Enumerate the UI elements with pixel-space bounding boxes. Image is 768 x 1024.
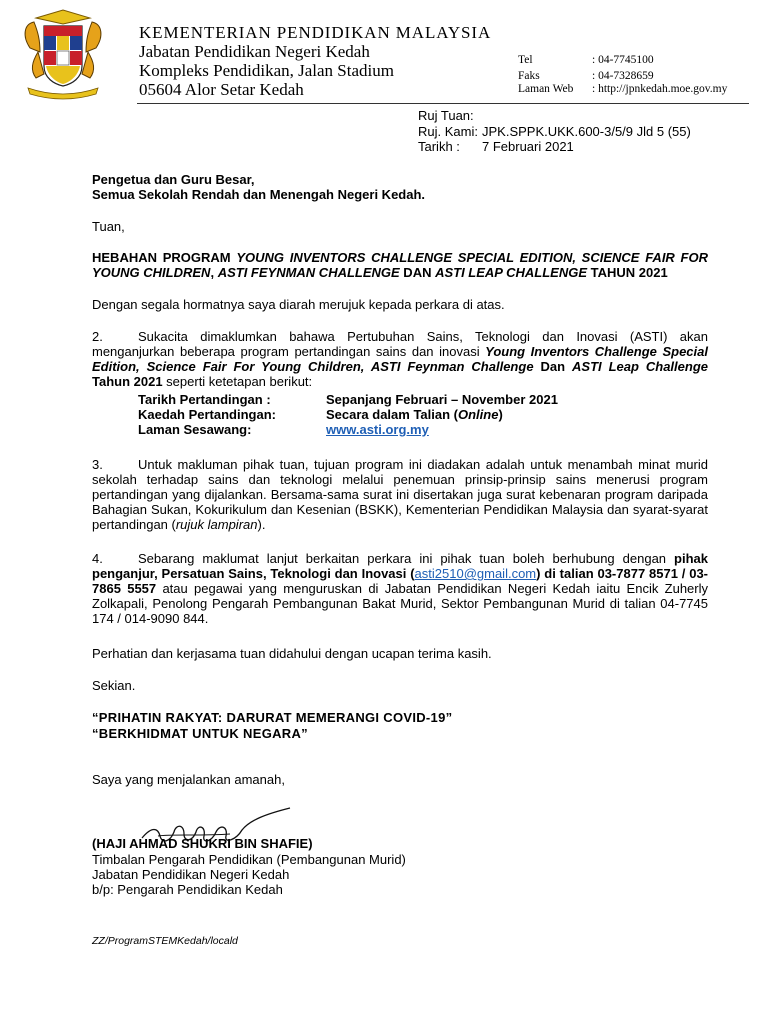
signatory-title-1: Timbalan Pengarah Pendidikan (Pembangunan Murid) <box>92 852 406 867</box>
details-value-part: Secara dalam Talian ( <box>326 407 458 422</box>
paragraph-bold: Tahun 2021 <box>92 374 163 389</box>
subject-italic: ASTI FEYNMAN CHALLENGE <box>217 265 400 280</box>
details-value <box>326 407 503 422</box>
subject-italic: ASTI LEAP CHALLENGE <box>435 265 587 280</box>
slogan-1: “PRIHATIN RAKYAT: DARURAT MEMERANGI COVID-19” <box>92 710 453 725</box>
paragraph-bold: pihak penganjur, Persatuan Sains, Teknologi dan Inovasi ( <box>92 551 708 581</box>
tarikh-label: Tarikh : <box>418 139 460 154</box>
address-line-1: Kompleks Pendidikan, Jalan Stadium <box>139 61 394 80</box>
contact-fax-value: : 04-7328659 <box>592 70 654 82</box>
subject-part: HEBAHAN PROGRAM <box>92 250 237 265</box>
paragraph-text: Sebarang maklumat lanjut berkaitan perkara ini pihak tuan boleh berhubung dengan <box>138 551 675 566</box>
paragraph-italic: rujuk lampiran <box>175 517 258 532</box>
paragraph-number: 4. <box>92 551 103 566</box>
paragraph-bold: Dan <box>533 359 573 374</box>
paragraph-text: Untuk makluman pihak tuan, tujuan program ini diadakan adalah untuk menambah minat murid sekolah terhadap sains dan teknologi melalui penemuan prinsip-prinsip sains menerusi program pertandingan yang dijalankan. Bersama-sama surat ini disertakan juga surat kebenaran program daripada Bahagian Sukan, Kokurikulum dan Kesenian (BSKK), Kementerian Pendidikan Malaysia dan syarat-syarat pertandingan ( <box>92 457 708 532</box>
recipient-line-2: Semua Sekolah Rendah dan Menengah Negeri Kedah. <box>92 187 426 202</box>
details-value-part: ) <box>498 407 503 422</box>
program-name-leap: ASTI Leap Challenge <box>572 359 708 374</box>
paragraph-text: Sukacita dimaklumkan bahawa Pertubuhan Sains, Teknologi dan Inovasi (ASTI) akan menganjurkan beberapa program pertandingan sains dan inovasi <box>92 329 708 359</box>
subject-heading <box>92 250 708 280</box>
website-link[interactable]: www.asti.org.my <box>326 422 429 437</box>
email-link[interactable]: asti2510@gmail.com <box>414 566 537 581</box>
details-row-website <box>92 422 708 437</box>
contact-tel-value: : 04-7745100 <box>592 54 654 66</box>
paragraph-number: 3. <box>92 457 103 472</box>
coat-of-arms-logo <box>16 8 110 100</box>
letterhead-divider <box>137 103 749 104</box>
paragraph-text: atau pegawai yang menguruskan di Jabatan Pendidikan Negeri Kedah iaitu Encik Zuherly Zolkapali, Penolong Pengarah Pembangunan Bakat Murid, Sektor Pembangunan Murid di talian 04-7745 174 / 014-9090 844. <box>92 581 708 626</box>
program-names: Young Inventors Challenge Special Edition, Science Fair For Young Children, ASTI Feynman Challenge <box>92 344 708 374</box>
details-row-date <box>92 392 708 407</box>
details-row-method <box>92 407 708 422</box>
intro-paragraph: Dengan segala hormatnya saya diarah merujuk kepada perkara di atas. <box>92 297 505 312</box>
department-name: Jabatan Pendidikan Negeri Kedah <box>139 42 370 61</box>
subject-italic: YOUNG INVENTORS CHALLENGE SPECIAL EDITION, SCIENCE FAIR FOR YOUNG CHILDREN <box>92 250 708 280</box>
paragraph-2 <box>92 329 708 389</box>
signatory-name: (HAJI AHMAD SHUKRI BIN SHAFIE) <box>92 836 313 851</box>
sekian: Sekian. <box>92 678 136 693</box>
ruj-kami <box>418 124 691 139</box>
paragraph-4 <box>92 551 708 626</box>
details-label: Laman Sesawang: <box>138 422 252 437</box>
paragraph-text: seperti ketetapan berikut: <box>162 374 313 389</box>
address-line-2: 05604 Alor Setar Kedah <box>139 80 304 99</box>
ruj-tuan: Ruj Tuan: <box>418 108 474 123</box>
contact-tel <box>518 52 654 69</box>
amanah-line: Saya yang menjalankan amanah, <box>92 772 285 787</box>
signatory-title-2: Jabatan Pendidikan Negeri Kedah <box>92 867 290 882</box>
contact-web-label: Laman Web <box>518 83 574 95</box>
closing-line: Perhatian dan kerjasama tuan didahului dengan ucapan terima kasih. <box>92 646 492 661</box>
contact-web-value: : http://jpnkedah.moe.gov.my <box>592 83 728 95</box>
ruj-kami-value: JPK.SPPK.UKK.600-3/5/9 Jld 5 (55) <box>482 124 691 139</box>
details-value-italic: Online <box>458 407 499 422</box>
subject-part: TAHUN 2021 <box>587 265 668 280</box>
slogan-2: “BERKHIDMAT UNTUK NEGARA” <box>92 726 308 741</box>
paragraph-3 <box>92 457 708 532</box>
contact-web <box>518 81 728 98</box>
paragraph-bold: ) di talian 03-7877 8571 / 03-7865 5557 <box>92 566 708 596</box>
paragraph-text: ). <box>257 517 266 532</box>
details-value: Sepanjang Februari – November 2021 <box>326 392 558 407</box>
tarikh-value: 7 Februari 2021 <box>482 139 574 154</box>
salutation: Tuan, <box>92 219 125 234</box>
subject-part: DAN <box>399 265 436 280</box>
tarikh <box>418 139 574 154</box>
competition-details <box>92 392 708 437</box>
details-label: Kaedah Pertandingan: <box>138 407 276 422</box>
details-label: Tarikh Pertandingan : <box>138 392 271 407</box>
ministry-name: KEMENTERIAN PENDIDIKAN MALAYSIA <box>139 23 492 42</box>
recipient-line-1: Pengetua dan Guru Besar, <box>92 172 255 187</box>
contact-fax-label: Faks <box>518 70 540 82</box>
paragraph-number: 2. <box>92 329 103 344</box>
subject-part: , <box>210 265 218 280</box>
contact-tel-label: Tel <box>518 54 533 66</box>
signatory-title-3: b/p: Pengarah Pendidikan Kedah <box>92 882 283 897</box>
footer-reference: ZZ/ProgramSTEMKedah/locald <box>92 935 238 947</box>
ruj-kami-label: Ruj. Kami: <box>418 124 478 139</box>
